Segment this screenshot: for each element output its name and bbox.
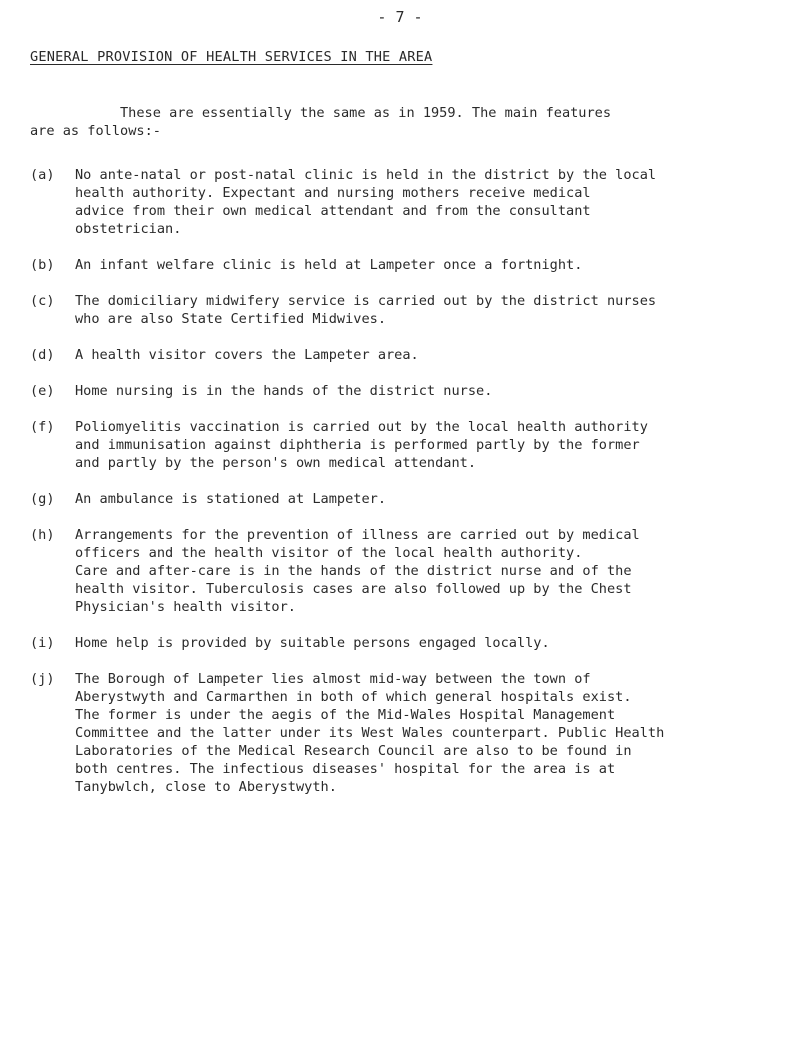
list-item	[30, 382, 780, 400]
list-item	[30, 526, 780, 616]
item-text: Home nursing is in the hands of the district nurse.	[75, 383, 493, 399]
intro-paragraph	[30, 104, 770, 140]
item-label: (h)	[30, 527, 55, 543]
item-label: (b)	[30, 257, 55, 273]
item-text: No ante-natal or post-natal clinic is held in the district by the local health authority. Expectant and nursing mothers receive medical advice from their own medical attendant and from the consultant obstetrician.	[75, 167, 657, 237]
item-label: (i)	[30, 635, 55, 651]
item-text: Arrangements for the prevention of illness are carried out by medical officers and the health visitor of the local health authority. Care and after-care is in the hands of the district nurse and of the health visitor. Tuberculosis cases are also followed up by the Chest Physician's health visitor.	[75, 527, 640, 615]
item-text: Home help is provided by suitable persons engaged locally.	[75, 635, 550, 651]
list-item	[30, 166, 780, 238]
item-text: A health visitor covers the Lampeter area.	[75, 347, 419, 363]
page-number: - 7 -	[377, 8, 423, 26]
item-text: The Borough of Lampeter lies almost mid-way between the town of Aberystwyth and Carmarthen in both of which general hospitals exist. The former is under the aegis of the Mid-Wales Hospital Management Committee and the latter under its West Wales counterpart. Public Health Laboratories of the Medical Research Council are also to be found in both centres. The infectious diseases' hospital for the area is at Tanybwlch, close to Aberystwyth.	[75, 671, 665, 795]
item-label: (d)	[30, 347, 55, 363]
list-item	[30, 346, 780, 364]
item-text: Poliomyelitis vaccination is carried out by the local health authority and immunisation against diphtheria is performed partly by the former and partly by the person's own medical attendant.	[75, 419, 648, 471]
item-label: (e)	[30, 383, 55, 399]
list-item	[30, 418, 780, 472]
intro-line-2: are as follows:-	[30, 123, 161, 139]
item-label: (f)	[30, 419, 55, 435]
item-label: (g)	[30, 491, 55, 507]
list-item	[30, 292, 780, 328]
list-item	[30, 634, 780, 652]
item-text: An infant welfare clinic is held at Lampeter once a fortnight.	[75, 257, 583, 273]
intro-line-1: These are essentially the same as in 1959. The main features	[120, 105, 612, 121]
item-text: An ambulance is stationed at Lampeter.	[75, 491, 386, 507]
item-label: (j)	[30, 671, 55, 687]
item-label: (a)	[30, 167, 55, 183]
item-text: The domiciliary midwifery service is carried out by the district nurses who are also State Certified Midwives.	[75, 293, 657, 327]
list-item	[30, 490, 780, 508]
section-heading: GENERAL PROVISION OF HEALTH SERVICES IN THE AREA	[30, 49, 433, 65]
list-item	[30, 670, 780, 796]
list-item	[30, 256, 780, 274]
item-label: (c)	[30, 293, 55, 309]
